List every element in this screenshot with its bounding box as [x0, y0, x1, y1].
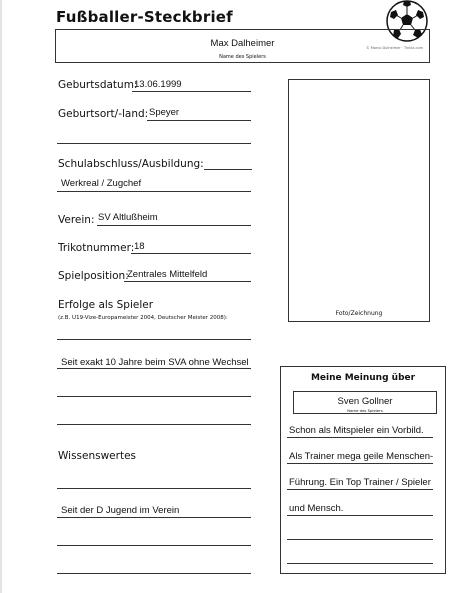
erfolge-hint: (z.B. U19-Vize-Europameister 2004, Deutscher Meister 2008):	[58, 315, 228, 321]
wissenswertes-line-3	[57, 545, 251, 546]
geburtsort-label: Geburtsort/-land:	[58, 108, 149, 120]
opinion-line-4-text: und Mensch.	[289, 503, 344, 514]
wissenswertes-line-2	[57, 517, 251, 518]
wissenswertes-line-1	[57, 488, 251, 489]
schulabschluss-label: Schulabschluss/Ausbildung:	[58, 158, 204, 170]
player-name-caption: Name des Spielers	[219, 54, 266, 60]
geburtsdatum-line	[132, 91, 251, 92]
erfolge-line-2	[57, 368, 251, 369]
verein-value: SV Altlußheim	[98, 212, 158, 223]
erfolge-value: Seit exakt 10 Jahre beim SVA ohne Wechsel	[61, 357, 249, 368]
erfolge-line-4	[57, 424, 251, 425]
player-name-box	[55, 29, 430, 63]
photo-box	[288, 79, 430, 322]
opinion-line-6	[287, 563, 433, 564]
opinion-name-box	[293, 391, 437, 414]
player-name: Max Dalheimer	[210, 38, 275, 49]
opinion-line-3	[287, 489, 433, 490]
verein-label: Verein:	[58, 214, 95, 226]
page-title: Fußballer-Steckbrief	[56, 8, 233, 26]
opinion-line-5	[287, 539, 433, 540]
opinion-line-2-text: Als Trainer mega geile Menschen-	[289, 451, 434, 462]
wissenswertes-label: Wissenswertes	[58, 450, 137, 462]
opinion-title: Meine Meinung über	[310, 373, 416, 383]
credit-text: © Marco Dulheimer · Tinkla.com	[366, 46, 423, 50]
trikotnummer-label: Trikotnummer:	[58, 242, 135, 254]
photo-caption: Foto/Zeichnung	[335, 310, 383, 317]
erfolge-label: Erfolge als Spieler	[58, 299, 154, 311]
page-edge	[0, 0, 2, 593]
opinion-line-1	[287, 437, 433, 438]
wissenswertes-line-4	[57, 573, 251, 574]
erfolge-line-1	[57, 339, 251, 340]
verein-line	[97, 225, 251, 226]
geburtsort-value: Speyer	[149, 107, 180, 118]
wissenswertes-value: Seit der D Jugend im Verein	[61, 505, 180, 516]
geburtsort-line	[147, 120, 251, 121]
trikotnummer-value: 18	[134, 241, 145, 252]
geburtsdatum-label: Geburtsdatum:	[58, 79, 138, 91]
opinion-line-2	[287, 463, 433, 464]
schulabschluss-value: Werkreal / Zugchef	[61, 178, 142, 189]
opinion-line-4	[287, 515, 433, 516]
opinion-line-1-text: Schon als Mitspieler ein Vorbild.	[289, 425, 424, 436]
spielposition-value: Zentrales Mittelfeld	[127, 269, 208, 280]
opinion-box	[280, 366, 446, 574]
schulabschluss-line-2	[57, 191, 251, 192]
schulabschluss-line	[204, 169, 252, 170]
trikotnummer-line	[131, 253, 251, 254]
spielposition-line	[124, 281, 251, 282]
geburtsort-line-2	[57, 143, 251, 144]
opinion-name-caption: Name des Spielers	[347, 408, 383, 413]
geburtsdatum-value: 13.06.1999	[134, 79, 182, 90]
opinion-player-name: Sven Gollner	[337, 396, 393, 407]
spielposition-label: Spielposition:	[58, 270, 129, 282]
erfolge-line-3	[57, 396, 251, 397]
opinion-line-3-text: Führung. Ein Top Trainer / Spieler	[289, 477, 431, 488]
